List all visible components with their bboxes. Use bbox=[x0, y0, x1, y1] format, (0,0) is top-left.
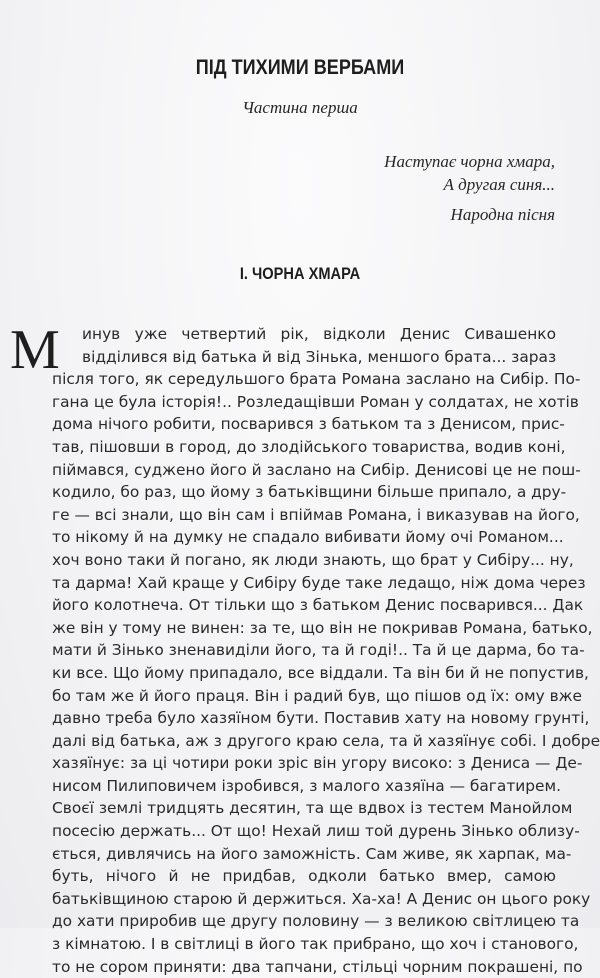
text-line: хоч воно таки й погано, як люди знають, що брат у Сибіру... ну, bbox=[52, 550, 574, 569]
body-paragraph bbox=[52, 323, 600, 978]
epigraph bbox=[384, 150, 555, 196]
epigraph-line: Наступає чорна хмара, bbox=[384, 152, 555, 171]
text-line: гана це була історія!.. Розледащівши Роман у солдатах, не хотів bbox=[52, 392, 579, 411]
text-line: дома нічого робити, посварився з батьком та з Денисом, прис- bbox=[52, 415, 565, 434]
text-line: з кімнатою. І в світлиці в його так прибрано, що хоч і станового, bbox=[52, 935, 579, 954]
text-line: же він у тому не винен: за те, що він не покривав Романа, батько, bbox=[52, 618, 593, 637]
text-line: відділився від батька й від Зінька, меншого брата... зараз bbox=[82, 347, 557, 366]
text-line: та дарма! Хай краще у Сибіру буде таке ледащо, ніж дома через bbox=[52, 573, 586, 592]
text-line: кодило, бо раз, що йому з батьківщини більше припало, а дру- bbox=[52, 483, 567, 502]
epigraph-source: Народна пісня bbox=[450, 205, 555, 224]
text-line: його колотнеча. От тільки що з батьком Денис посварився... Дак bbox=[52, 596, 584, 615]
text-line: ється, дивлячись на його заможність. Сам живе, як харпак, ма- bbox=[52, 844, 572, 863]
epigraph-line: А другая синя... bbox=[443, 175, 555, 194]
text-line: після того, як середульшого брата Романа заслано на Сибір. По- bbox=[52, 370, 581, 389]
text-line: буть, нічого й не придбав, одколи батько вмер, самою bbox=[52, 867, 556, 886]
text-line: ки все. Що йому припадало, все віддали. Та він би й не попустив, bbox=[52, 663, 589, 682]
text-line: давно треба було хазяїном бути. Поставив хату на новому грунті, bbox=[52, 709, 590, 728]
text-line: мати й Зінько зненавиділи його, та й годі!.. Та й це дарма, бо та- bbox=[52, 641, 585, 660]
text-line: Своєї землі тридцять десятин, та ще вдвох із тестем Манойлом bbox=[52, 799, 573, 818]
part-subtitle: Частина перша bbox=[242, 98, 358, 117]
text-line: піймався, суджено його й заслано на Сибір. Денисові це не пош- bbox=[52, 460, 581, 479]
text-line: то нікому й на думку не спадало вибивати йому очі Романом... bbox=[52, 528, 564, 547]
text-line: батьківщиною старою й держиться. Ха-ха! А Денис он цього року bbox=[52, 889, 591, 908]
text-line: тав, пішовши в город, до злодійського товариства, водив коні, bbox=[52, 437, 566, 456]
text-line: посесію держать... От що! Нехай лиш той дурень Зінько облизу- bbox=[52, 822, 580, 841]
chapter-heading: І. ЧОРНА ХМАРА bbox=[239, 264, 361, 283]
text-line: до хати приробив ще другу половину — з великою світлицею та bbox=[52, 912, 580, 931]
text-line: ге — всі знали, що він сам і впіймав Романа, і виказував на його, bbox=[52, 505, 580, 524]
text-line: инув уже четвертий рік, відколи Денис Сивашенко bbox=[82, 325, 556, 343]
text-line: бо там же й його праця. Він і радий був, що пішов од їх: ому вже bbox=[52, 686, 583, 705]
text-line: далі від батька, аж з другого краю села, та й хазяїнує собі. І добре bbox=[52, 731, 600, 750]
text-line: хазяїнує: за ці чотири роки зріс він угору високо: з Дениса — Де- bbox=[52, 754, 583, 773]
text-line: то не сором приняти: два тапчани, стільці чорним покрашені, по bbox=[52, 957, 583, 976]
text-line: нисом Пилиповичем ізробився, з малого хазяїна — багатирем. bbox=[52, 776, 562, 795]
drop-cap: М bbox=[10, 319, 60, 381]
book-title: ПІД ТИХИМИ ВЕРБАМИ bbox=[195, 56, 405, 79]
